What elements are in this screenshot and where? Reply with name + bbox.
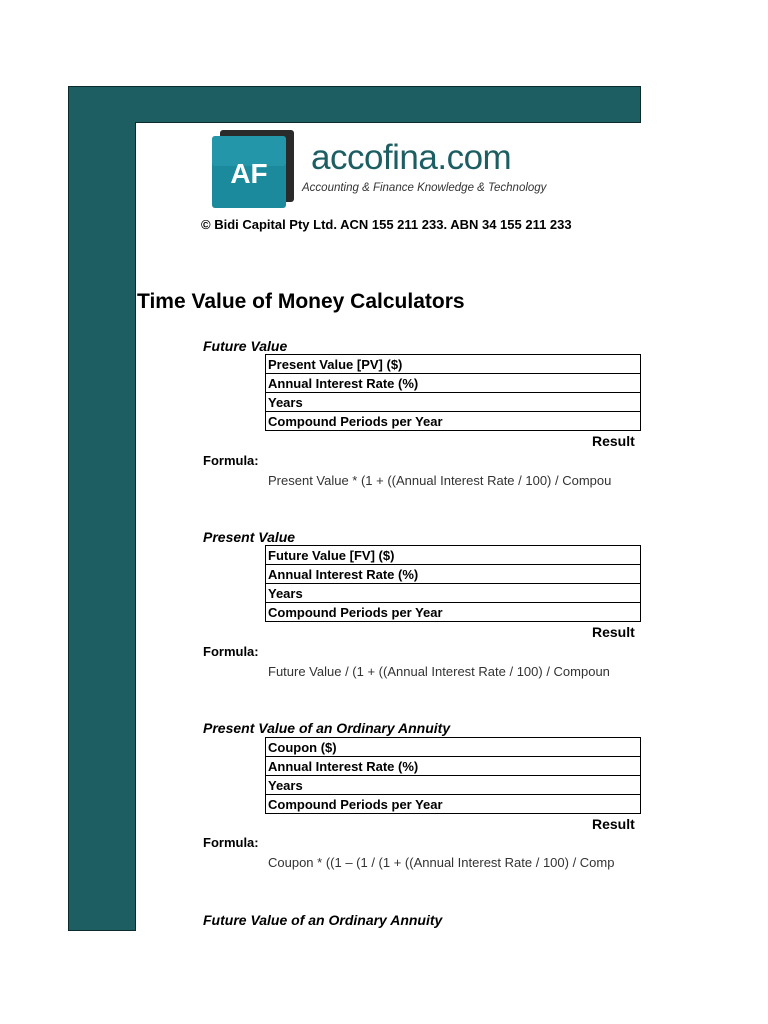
formula-label: Formula: — [203, 644, 259, 659]
input-cell-interest-rate[interactable]: Annual Interest Rate (%) — [266, 565, 641, 584]
result-label: Result — [592, 816, 635, 832]
logo-initials: AF — [230, 158, 268, 189]
future-value-inputs — [265, 354, 641, 431]
accofina-logo-icon — [212, 130, 296, 210]
formula-text: Future Value / (1 + ((Annual Interest Rate / 100) / Compoun — [268, 664, 610, 679]
formula-label: Formula: — [203, 453, 259, 468]
section-title-present-value: Present Value — [203, 529, 296, 545]
input-cell-interest-rate[interactable]: Annual Interest Rate (%) — [266, 374, 641, 393]
brand-name[interactable]: accofina.com — [311, 138, 512, 177]
section-title-future-value: Future Value — [203, 338, 288, 354]
present-value-inputs — [265, 545, 641, 622]
result-label: Result — [592, 433, 635, 449]
formula-text: Coupon * ((1 – (1 / (1 + ((Annual Interest Rate / 100) / Comp — [268, 855, 615, 870]
input-cell-years[interactable]: Years — [266, 776, 641, 795]
section-title-pv-annuity: Present Value of an Ordinary Annuity — [203, 720, 451, 736]
formula-label: Formula: — [203, 835, 259, 850]
input-cell-future-value[interactable]: Future Value [FV] ($) — [266, 546, 641, 565]
page-title: Time Value of Money Calculators — [137, 290, 465, 313]
result-label: Result — [592, 624, 635, 640]
input-cell-present-value[interactable]: Present Value [PV] ($) — [266, 355, 641, 374]
pv-annuity-inputs — [265, 737, 641, 814]
brand-tagline: Accounting & Finance Knowledge & Technology — [302, 182, 547, 194]
input-cell-compound-periods[interactable]: Compound Periods per Year — [266, 412, 641, 431]
input-cell-compound-periods[interactable]: Compound Periods per Year — [266, 795, 641, 814]
input-cell-years[interactable]: Years — [266, 393, 641, 412]
copyright-notice: © Bidi Capital Pty Ltd. ACN 155 211 233. ABN 34 155 211 233 — [201, 217, 572, 232]
formula-text: Present Value * (1 + ((Annual Interest Rate / 100) / Compou — [268, 473, 612, 488]
section-title-fv-annuity: Future Value of an Ordinary Annuity — [203, 912, 443, 928]
input-cell-coupon[interactable]: Coupon ($) — [266, 738, 641, 757]
input-cell-interest-rate[interactable]: Annual Interest Rate (%) — [266, 757, 641, 776]
input-cell-years[interactable]: Years — [266, 584, 641, 603]
input-cell-compound-periods[interactable]: Compound Periods per Year — [266, 603, 641, 622]
